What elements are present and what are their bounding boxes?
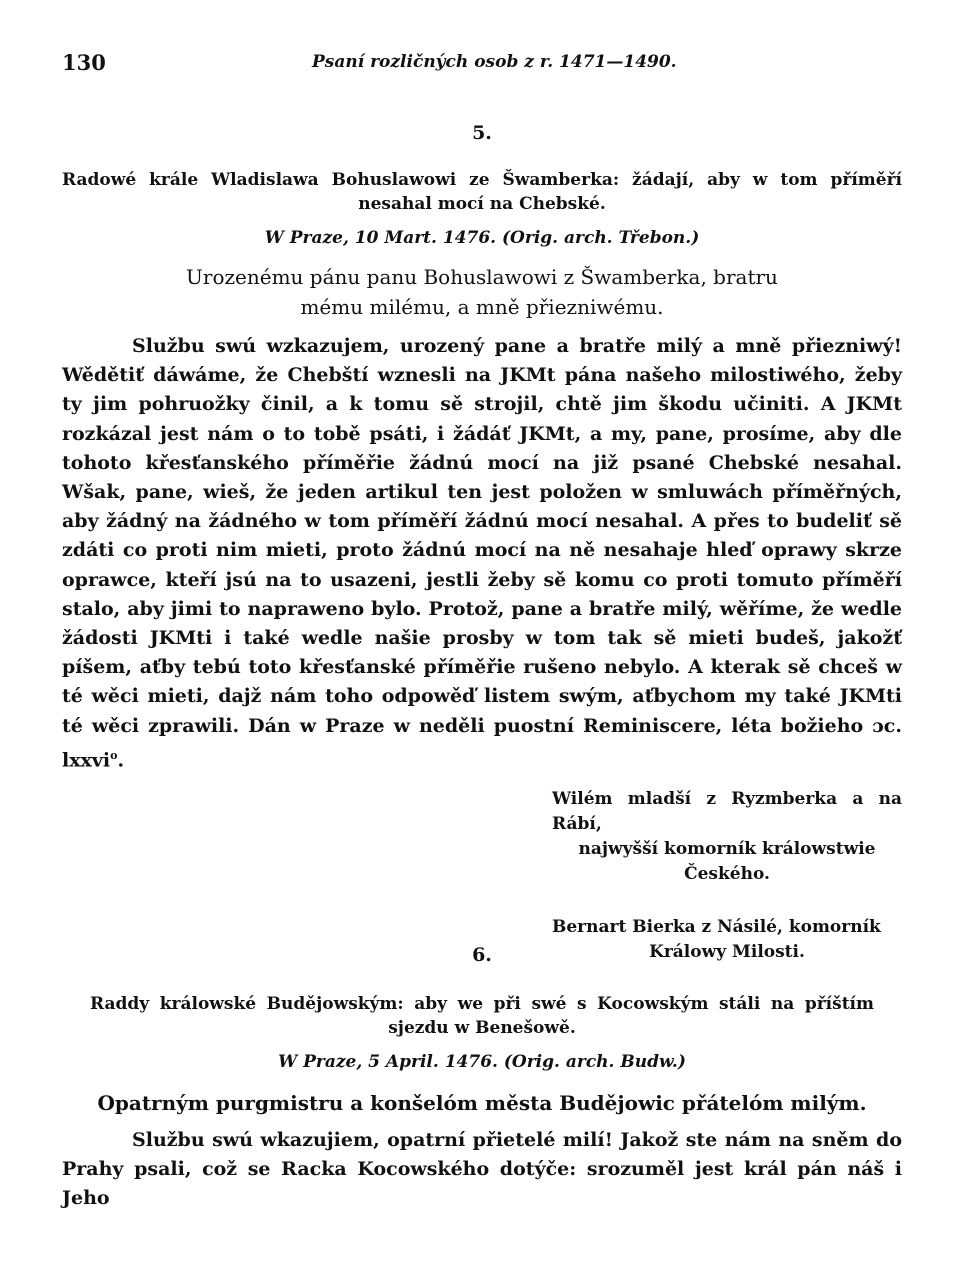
letter-body: Službu swú wkazujiem, opatrní přietelé milí! Jakož ste nám na sněm do Prahy psali, což se Racka Kocowského dotýče: srozuměl jest král pán náš i Jeho (62, 1129, 902, 1210)
signature-line: Wilém mladší z Ryzmberka a na Rábí, (552, 789, 902, 835)
signature-1 (552, 787, 902, 887)
document-dateline: W Praze, 10 Mart. 1476. (Orig. arch. Třebon.) (264, 228, 700, 248)
signature-line: Bernart Bierka z Násilé, komorník (552, 917, 881, 938)
signature-line: Českého. (684, 864, 770, 885)
signature-line: najwyšší komorník králowstwie (578, 839, 876, 860)
letter-address: Urozenému pánu panu Bohuslawowi z Šwamberka, bratru mému milému, a mně přiezniwému. (186, 265, 778, 319)
letter-address: Opatrným purgmistru a konšelóm města Budějowic přátelóm milým. (97, 1091, 867, 1115)
document-6 (62, 944, 902, 1214)
letter-body-superscript: o (110, 748, 118, 762)
letter-body-text: Službu swú wzkazujem, urozený pane a bratře milý a mně přiezniwý! Wědětiť dáwáme, že Chebští wznesli na JKMt pána našeho milostiwého, žeby ty jim pohruožky činil, a k tomu sě strojil, chtě jim škodu učiniti. A JKMt rozkázal jest nám o to tobě psáti, i žádáť JKMt, a my, pane, prosíme, aby dle tohoto křesťanského příměřie žádnú mocí na již psané Chebské nesahal. Wšak, pane, wieš, že jeden artikul ten jest položen w smluwách příměřných, aby žádný na žádného w tom příměří žádnú mocí nesahal. A přes to budeliť sě zdáti co proti nim mieti, proto žádnú mocí na ně nesahaje hleď oprawy skrze oprawce, kteří jsú na to usazeni, jestli žeby sě komu co proti tomuto příměří stalo, aby jimi to napraweno bylo. Protož, pane a bratře milý, wěříme, že wedle žádosti JKMti i také wedle našie prosby w tom tak sě mieti budeš, jakožť píšem, aťby tebú toto křesťanské příměřie rušeno nebylo. A kterak sě chceš w té wěci mieti, dajž nám toho odpowěď listem swým, aťbychom my také JKMti té wěci zprawili. Dán w Praze w neděli puostní Reminiscere, léta božieho ɔc. lxxvi (62, 335, 902, 772)
running-header (62, 50, 902, 80)
document-number: 5. (472, 122, 492, 144)
letter-body: Službu swú wzkazujem, urozený pane a bratře milý a mně přiezniwý! Wědětiť dáwáme, že Chebští wznesli na JKMt pána našeho milostiwého, žeby ty jim pohruožky činil, a k tomu sě strojil, chtě jim škodu učiniti. A JKMt rozkázal jest nám o to tobě psáti, i žádáť JKMt, a my, pane, prosíme, aby dle tohoto křesťanského příměřie žádnú mocí na již psané Chebské nesahal. Wšak, pane, wieš, že jeden artikul ten jest položen w smluwách příměřných, aby žádný na žádného w tom příměří žádnú mocí nesahal. A přes to budeliť sě zdáti co proti nim mieti, proto žádnú mocí na ně nesahaje hleď oprawy skrze oprawce, kteří jsú na to usazeni, jestli žeby sě komu co proti tomuto příměří stalo, aby jimi to napraweno bylo. Protož, pane a bratře milý, wěříme, že wedle žádosti JKMti i také wedle našie prosby w tom tak sě mieti budeš, jakožť píšem, aťby tebú toto křesťanské příměřie rušeno nebylo. A kterak sě chceš w té wěci mieti, dajž nám toho odpowěď listem swým, aťbychom my také JKMti té wěci zprawili. Dán w Praze w neděli puostní Reminiscere, léta božieho ɔc. lxxvi$^o$. (62, 335, 902, 772)
document-dateline: W Praze, 5 April. 1476. (Orig. arch. Budw.) (278, 1052, 686, 1072)
document-number: 6. (472, 944, 492, 966)
document-5 (62, 122, 902, 965)
document-summary: Raddy králowské Budějowským: aby we při swé s Kocowským stáli na příštím sjezdu w Benešowě. (90, 994, 874, 1038)
page-number: 130 (62, 50, 106, 75)
running-title: Psaní rozličných osob z r. 1471—1490. (312, 52, 677, 72)
document-summary: Radowé krále Wladislawa Bohuslawowi ze Šwamberka: žádají, aby w tom příměří nesahal mocí na Chebské. (62, 170, 902, 214)
signature-line: Králowy Milosti. (649, 942, 805, 963)
